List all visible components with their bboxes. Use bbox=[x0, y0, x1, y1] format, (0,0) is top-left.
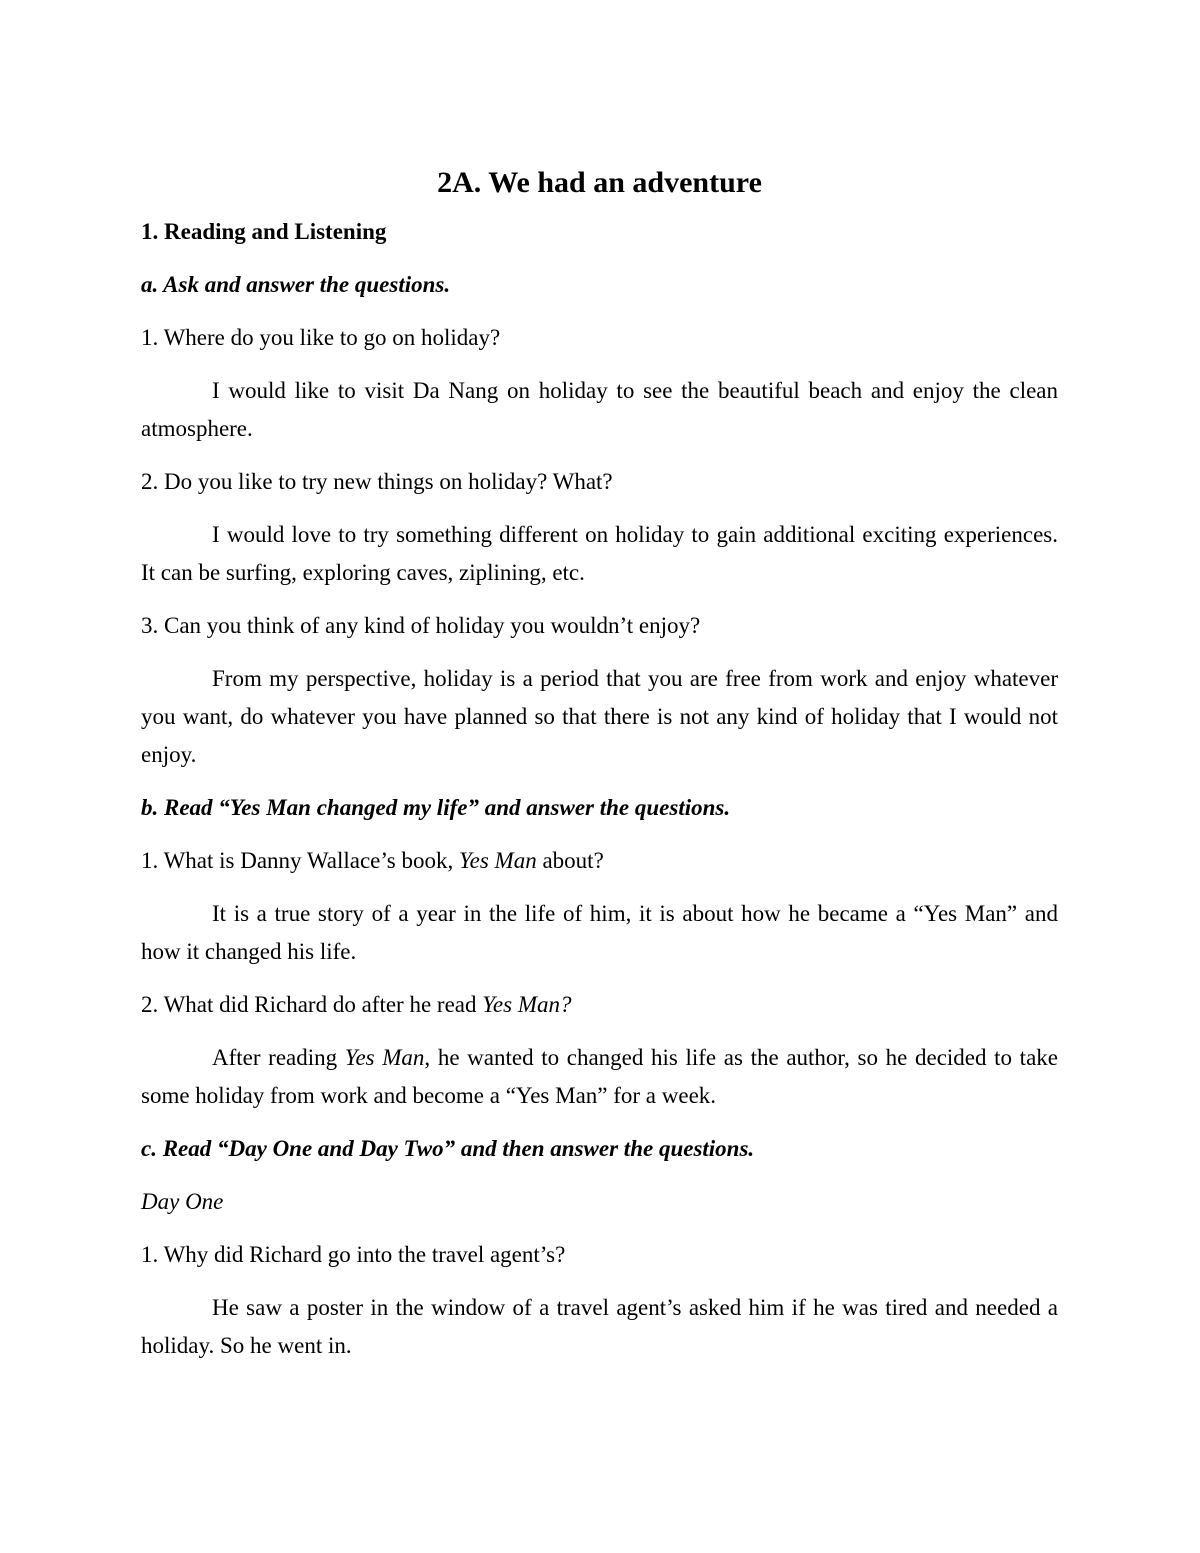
question-a1: 1. Where do you like to go on holiday? bbox=[141, 325, 501, 350]
question-b1-prefix: 1. What is Danny Wallace’s book, bbox=[141, 848, 459, 873]
book-title: Yes Man bbox=[344, 1045, 425, 1070]
part-c-heading: c. Read “Day One and Day Two” and then answer the questions. bbox=[141, 1136, 755, 1161]
question-b1 bbox=[141, 842, 1058, 880]
page-title: 2A. We had an adventure bbox=[437, 166, 762, 199]
part-a-heading: a. Ask and answer the questions. bbox=[141, 272, 451, 297]
part-b-heading: b. Read “Yes Man changed my life” and answer the questions. bbox=[141, 795, 731, 820]
question-c1: 1. Why did Richard go into the travel agent’s? bbox=[141, 1242, 566, 1267]
answer-b2-suffix: , he wanted to changed his life as the author, so he decided to take some holiday from work and become a “Yes Man” for a week. bbox=[141, 1045, 1058, 1108]
answer-b2-prefix: After reading bbox=[212, 1045, 345, 1070]
book-title: Yes Man bbox=[458, 848, 537, 873]
document-page bbox=[141, 163, 1058, 1380]
answer-b2 bbox=[141, 1039, 1058, 1115]
answer-a2: I would love to try something different on holiday to gain additional exciting experiences. It can be surfing, exploring caves, ziplining, etc. bbox=[141, 522, 1058, 585]
book-title: Yes Man? bbox=[482, 992, 572, 1017]
question-a3: 3. Can you think of any kind of holiday you wouldn’t enjoy? bbox=[141, 613, 701, 638]
day-label: Day One bbox=[141, 1189, 224, 1214]
question-b1-suffix: about? bbox=[536, 848, 604, 873]
section-heading: 1. Reading and Listening bbox=[141, 219, 387, 244]
question-b2-prefix: 2. What did Richard do after he read bbox=[141, 992, 483, 1017]
question-a2: 2. Do you like to try new things on holiday? What? bbox=[141, 469, 613, 494]
answer-c1: He saw a poster in the window of a travel agent’s asked him if he was tired and needed a holiday. So he went in. bbox=[141, 1295, 1058, 1358]
answer-b1: It is a true story of a year in the life of him, it is about how he became a “Yes Man” and how it changed his life. bbox=[141, 901, 1058, 964]
question-b2 bbox=[141, 986, 1058, 1024]
answer-a1: I would like to visit Da Nang on holiday to see the beautiful beach and enjoy the clean atmosphere. bbox=[141, 378, 1058, 441]
answer-a3: From my perspective, holiday is a period that you are free from work and enjoy whatever you want, do whatever you have planned so that there is not any kind of holiday that I would not enjoy. bbox=[141, 666, 1058, 767]
